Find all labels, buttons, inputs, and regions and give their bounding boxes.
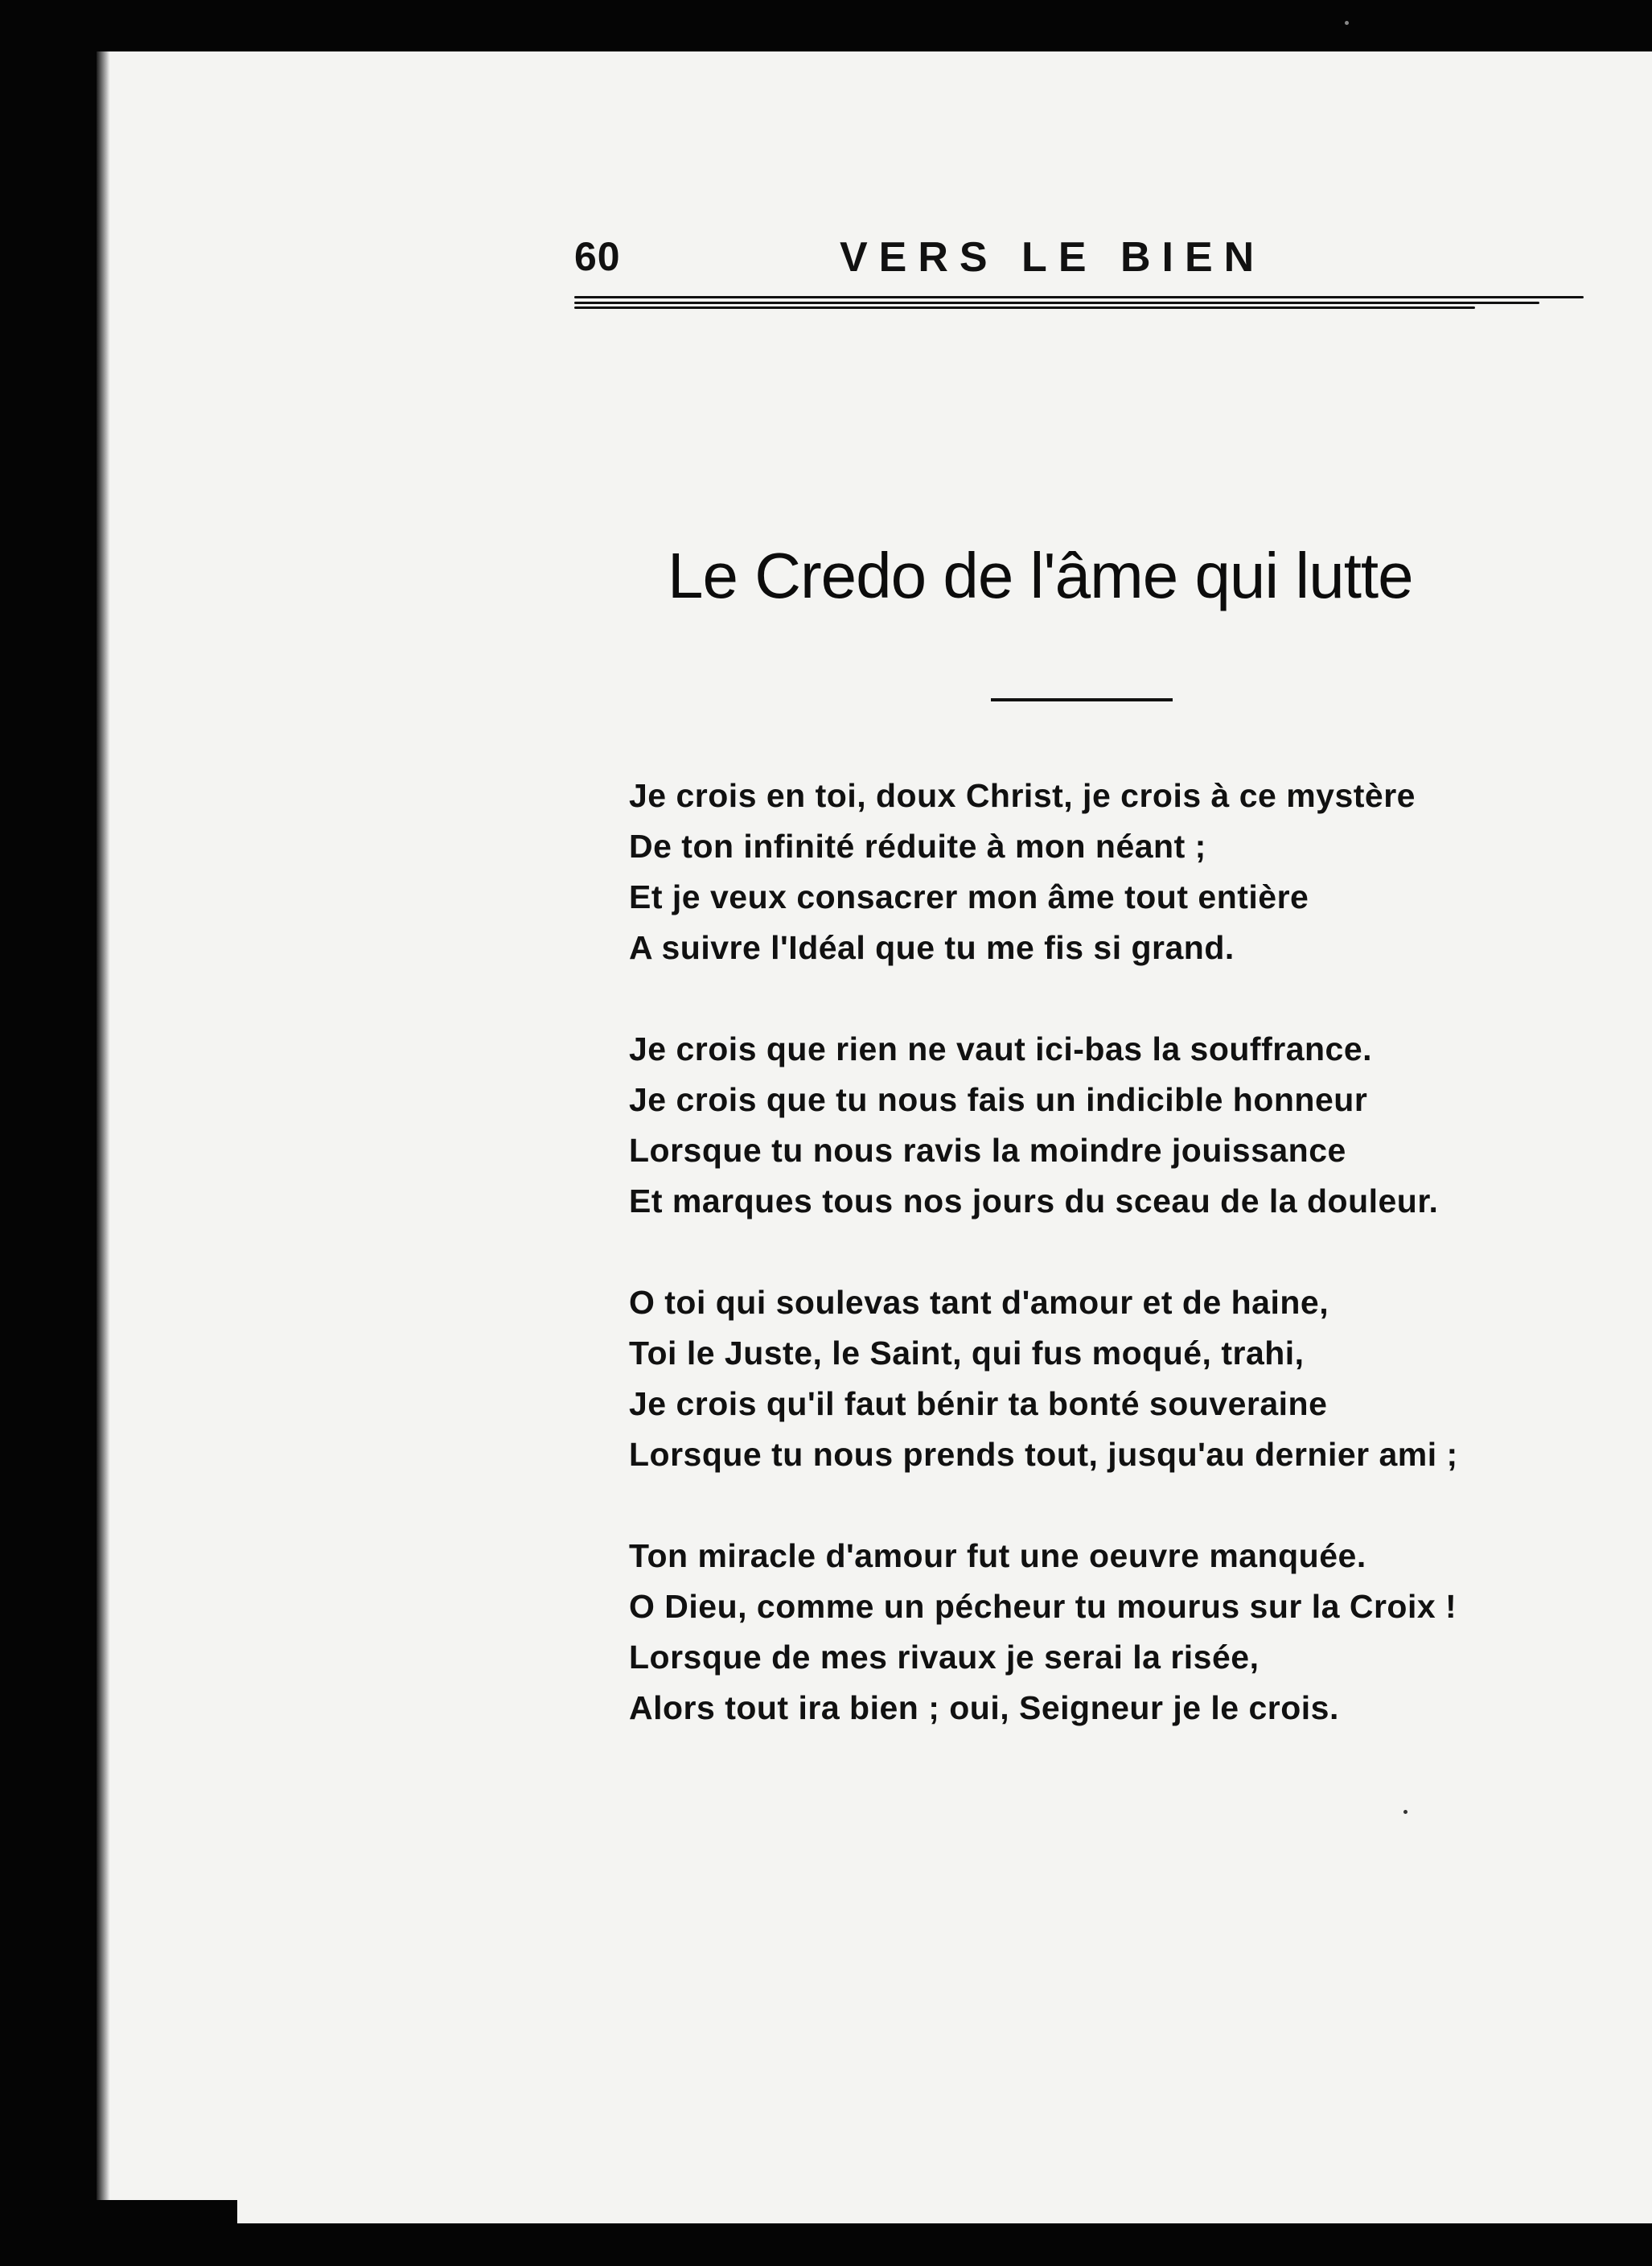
verse-line: De ton infinité réduite à mon néant ; [629,828,1206,865]
title-rule [991,698,1173,701]
verse-line: Ton miracle d'amour fut une oeuvre manquée. [629,1537,1366,1574]
book-title: VERS LE BIEN [840,234,1266,281]
scan-speck [1345,21,1349,25]
stanza [629,1024,1554,1227]
scan-speck [1403,1810,1407,1814]
verse-line: Alors tout ira bien ; oui, Seigneur je le crois. [629,1689,1339,1726]
stanza [629,1277,1554,1480]
verse-line: Je crois qu'il faut bénir ta bonté souveraine [629,1385,1328,1422]
scan-border [80,2200,237,2266]
page-number: 60 [574,234,621,279]
running-head [574,233,1322,282]
stanza [629,771,1554,973]
poem-title: Le Credo de l'âme qui lutte [668,540,1413,611]
page-edge [97,51,108,2223]
verse-line: O Dieu, comme un pécheur tu mourus sur la Croix ! [629,1588,1457,1625]
poem-body [629,771,1554,1784]
verse-line: A suivre l'Idéal que tu me fis si grand. [629,929,1235,966]
verse-line: Toi le Juste, le Saint, qui fus moqué, trahi, [629,1335,1305,1372]
verse-line: Et marques tous nos jours du sceau de la douleur. [629,1182,1439,1219]
verse-line: Je crois en toi, doux Christ, je crois à ce mystère [629,777,1416,814]
verse-line: O toi qui soulevas tant d'amour et de haine, [629,1284,1329,1321]
header-rule [574,294,1584,309]
verse-line: Je crois que rien ne vaut ici-bas la souffrance. [629,1030,1373,1067]
stanza [629,1531,1554,1733]
verse-line: Lorsque tu nous prends tout, jusqu'au dernier ami ; [629,1436,1458,1473]
verse-line: Et je veux consacrer mon âme tout entière [629,878,1309,915]
verse-line: Je crois que tu nous fais un indicible honneur [629,1081,1368,1118]
verse-line: Lorsque de mes rivaux je serai la risée, [629,1639,1260,1676]
verse-line: Lorsque tu nous ravis la moindre jouissance [629,1132,1346,1169]
